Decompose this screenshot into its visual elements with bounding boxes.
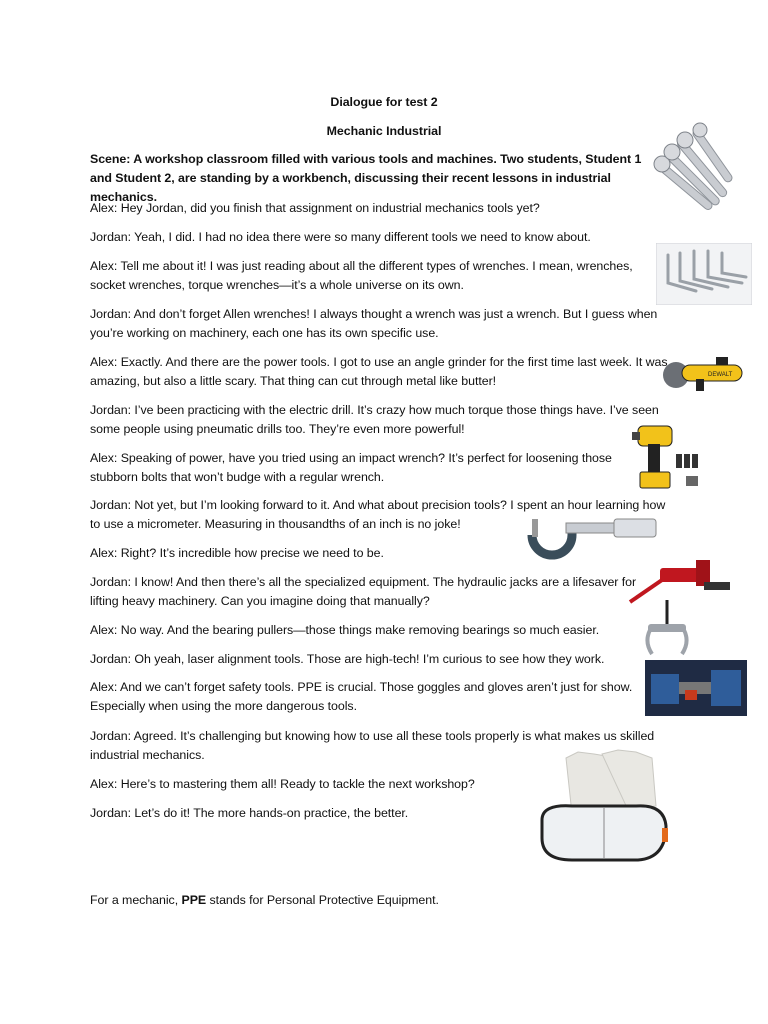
bearing-puller-image [640,600,694,656]
footer-prefix: For a mechanic, [90,893,182,907]
dialogue-line: Alex: Hey Jordan, did you finish that assignment on industrial mechanics tools yet? [90,201,540,215]
adjustable-wrenches-image [652,120,748,220]
footer-note [90,891,660,910]
goggles-gloves-image [532,748,678,888]
footer-term: PPE [181,893,207,907]
dialogue-line: Jordan: And don’t forget Allen wrenches! I always thought a wrench was just a wrench. But I guess when you’re working on machinery, each one has its own specific use. [90,307,658,340]
dialogue-line: Alex: Speaking of power, have you tried using an impact wrench? It’s perfect for loosening those stubborn bolts that won’t budge with a regular wrench. [90,451,612,484]
dialogue-line: Jordan: Oh yeah, laser alignment tools. Those are high-tech! I’m curious to see how they work. [90,652,605,666]
dialogue-line: Alex: Here’s to mastering them all! Ready to tackle the next workshop? [90,777,475,791]
svg-text:DEWALT: DEWALT [708,372,733,378]
dialogue-line: Jordan: I know! And then there’s all the specialized equipment. The hydraulic jacks are a lifesaver for lifting heavy machinery. Can you imagine doing that manually? [90,575,637,608]
scene-description: Scene: A workshop classroom filled with various tools and machines. Two students, Student 1 and Student 2, are standing by a workbench, discussing their recent lessons in industrial mechanics. [90,152,642,204]
footer-suffix: stands for Personal Protective Equipment. [206,893,439,907]
dialogue-line: Jordan: I’ve been practicing with the electric drill. It’s crazy how much torque those things have. I’ve seen some people using pneumatic drills too. They’re even more powerful! [90,403,659,436]
laser-alignment-image [645,660,747,716]
dialogue-line: Alex: Right? It’s incredible how precise we need to be. [90,546,384,560]
allen-keys-image [656,243,752,305]
dialogue-line: Jordan: Let’s do it! The more hands-on practice, the better. [90,806,409,820]
dialogue-line: Alex: And we can’t forget safety tools. PPE is crucial. Those goggles and gloves aren’t just for show. Especially when using the more dangerous tools. [90,680,633,713]
document-title: Dialogue for test 2 [330,95,438,109]
dialogue-line: Jordan: Agreed. It’s challenging but knowing how to use all these tools properly is what makes us skilled industrial mechanics. [90,729,655,762]
dialogue-line: Jordan: Yeah, I did. I had no idea there were so many different tools we need to know about. [90,230,591,244]
dialogue-line: Jordan: Not yet, but I’m looking forward to it. And what about precision tools? I spent an hour learning how to use a micrometer. Measuring in thousandths of an inch is no joke! [90,498,666,531]
document-subtitle: Mechanic Industrial [326,124,442,138]
dialogue-line: Alex: Exactly. And there are the power tools. I got to use an angle grinder for the first time last week. It was amazing, but also a little scary. That thing can cut through metal like butter! [90,355,668,388]
dialogue-line: Alex: No way. And the bearing pullers—those things make removing bearings so much easier. [90,623,600,637]
dialogue-line: Alex: Tell me about it! I was just reading about all the different types of wrenches. I mean, wrenches, socket wrenches, torque wrenches—it’s a whole universe on its own. [90,259,633,292]
angle-grinder-image [656,341,754,391]
impact-wrench-image [630,420,702,496]
